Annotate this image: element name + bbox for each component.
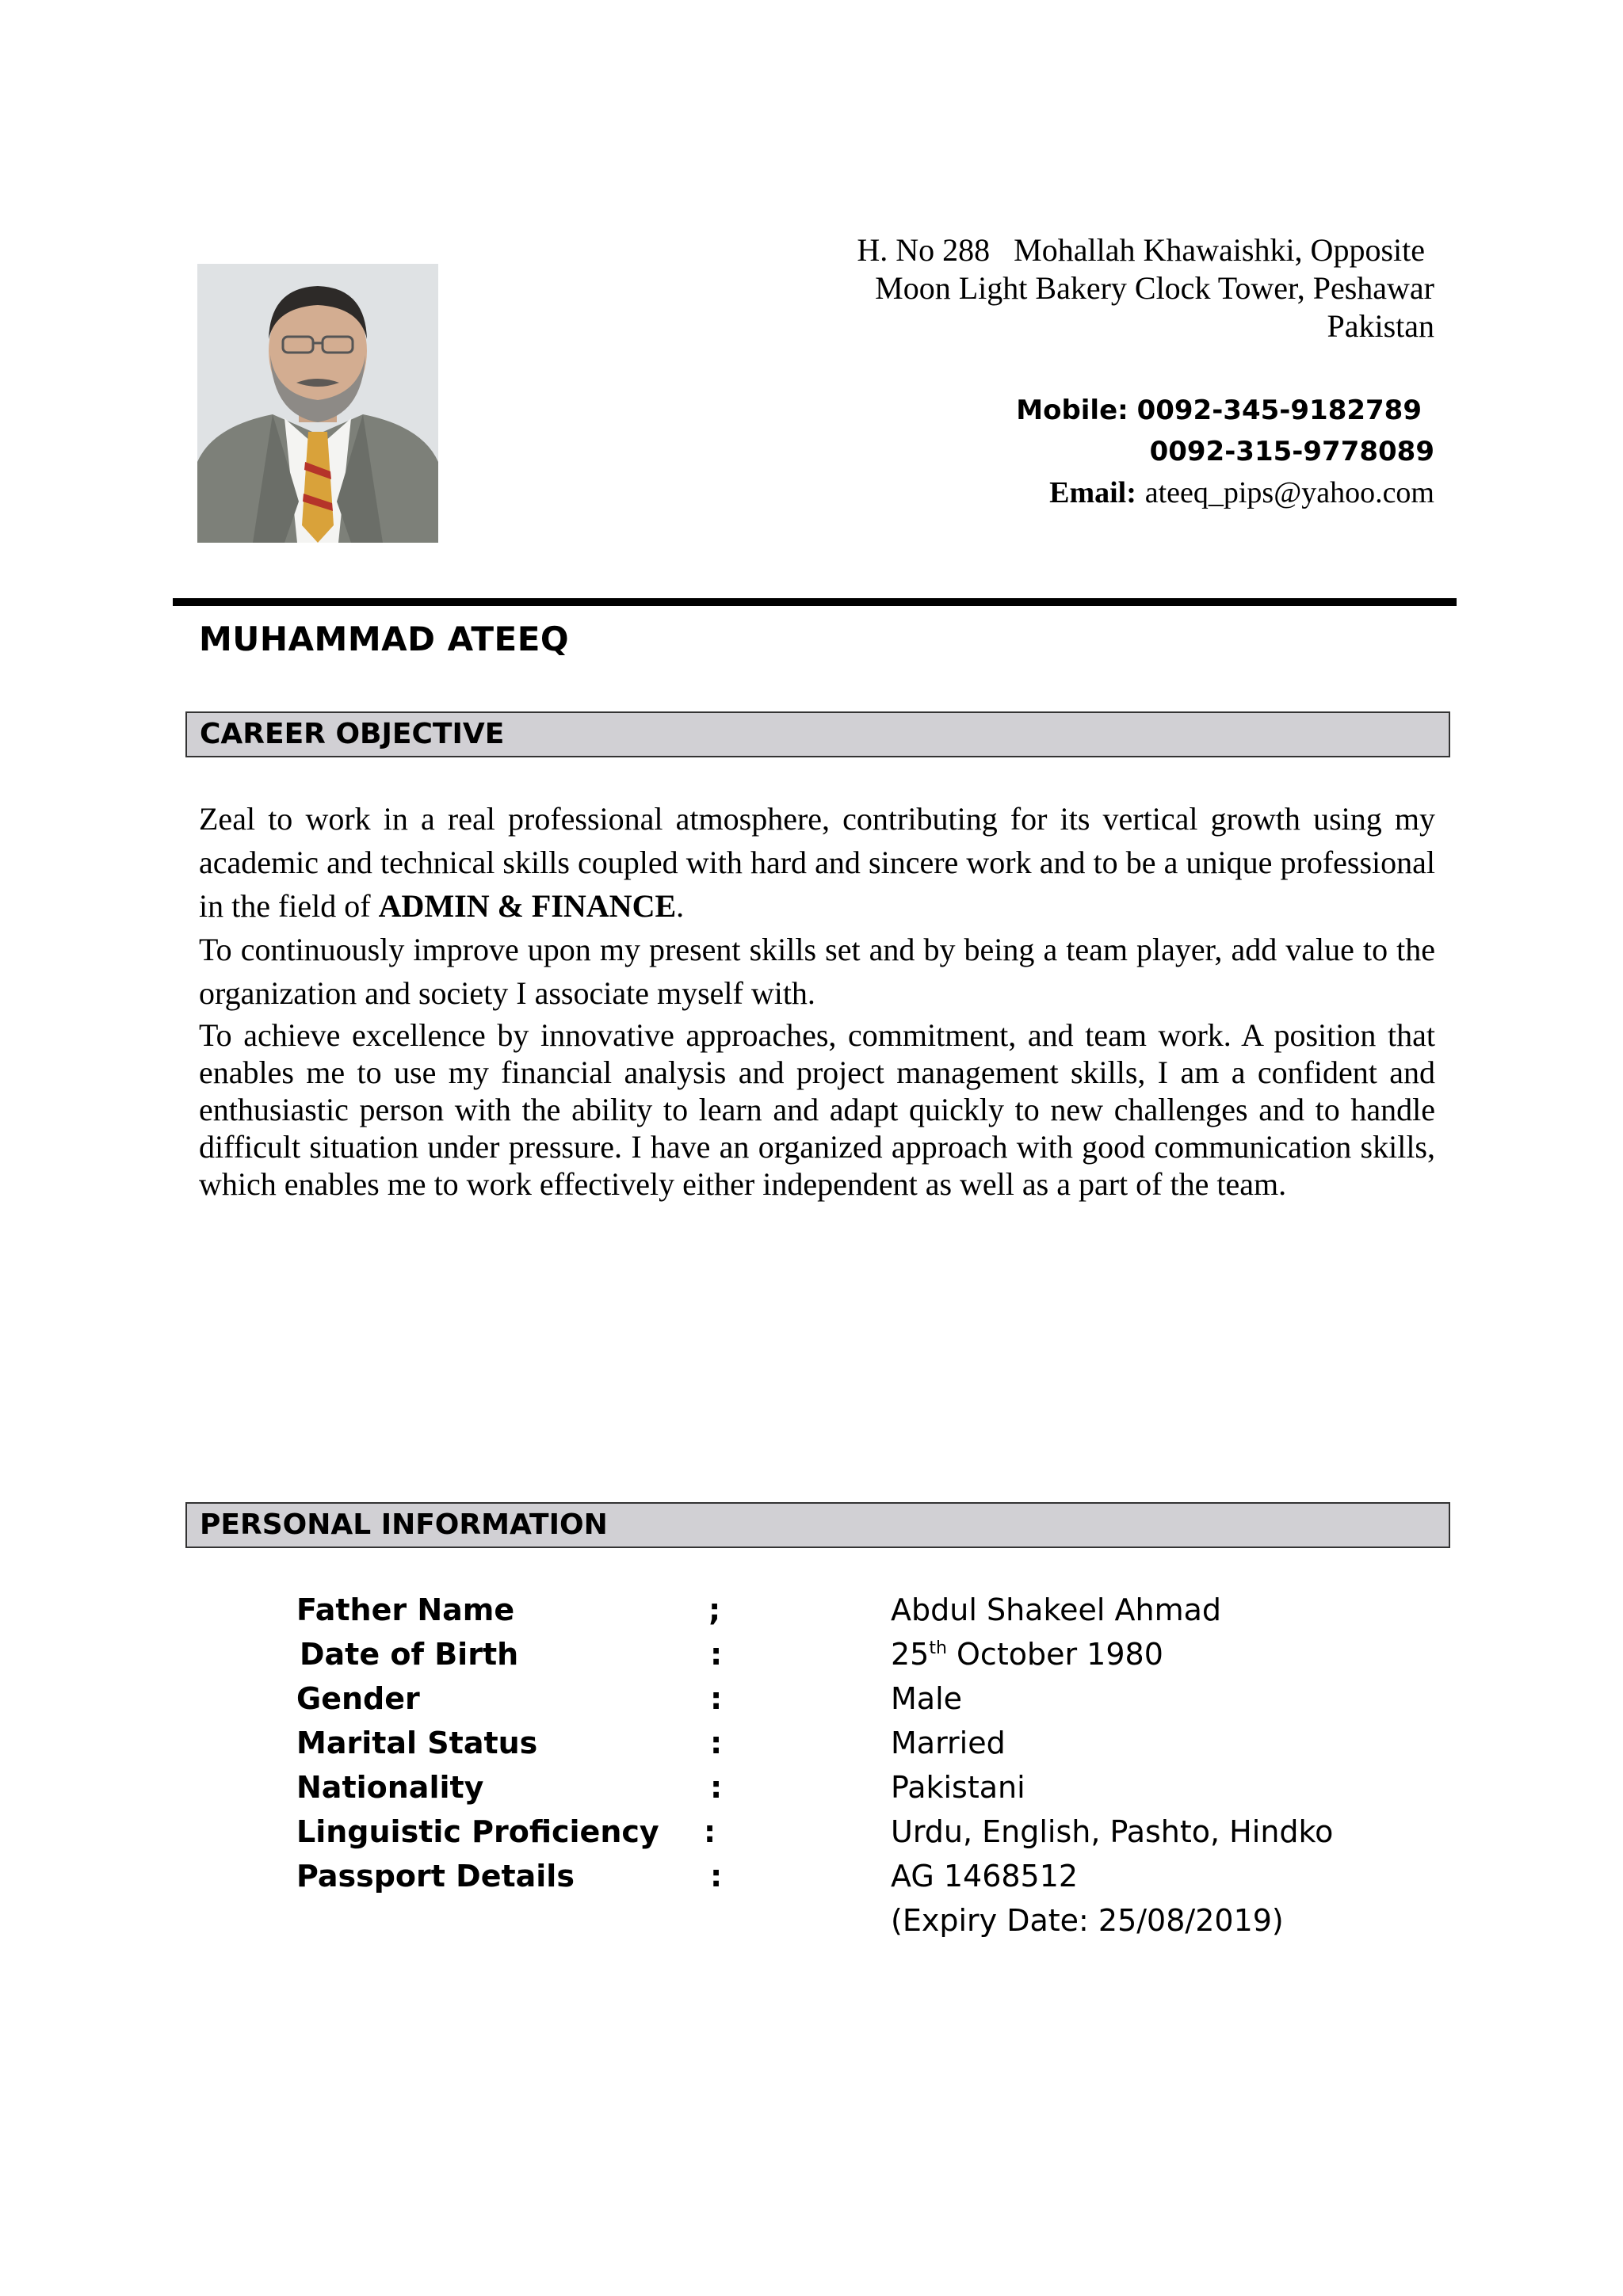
info-separator: : (710, 1859, 723, 1894)
info-label: Date of Birth (300, 1637, 519, 1672)
info-separator: : (704, 1814, 716, 1849)
career-objective-header (185, 711, 1450, 757)
info-value: Pakistani (891, 1770, 1025, 1805)
career-objective-title: CAREER OBJECTIVE (200, 718, 505, 750)
address-line-1: H. No 288 Mohallah Khawaishki, Opposite (857, 232, 1425, 268)
dob-ordinal: th (929, 1638, 947, 1658)
portrait-image (197, 264, 438, 543)
info-label: Nationality (296, 1770, 484, 1805)
info-label: Father Name (296, 1592, 515, 1627)
mobile-number-2: 0092-315-9778089 (1149, 436, 1434, 467)
objective-paragraph-2: To continuously improve upon my present skills set and by being a team player, add value to the organization and society I associate myself with. (199, 932, 1435, 1011)
info-separator: ; (708, 1592, 721, 1627)
personal-information-title: PERSONAL INFORMATION (200, 1508, 608, 1541)
email-row (721, 472, 1434, 514)
objective-paragraph-3: To achieve excellence by innovative approaches, commitment, and team work. A position that enables me to use my financial analysis and project management skills, I am a confident and enthusiastic person with the ability to learn and adapt quickly to new challenges and to handle difficult situation under pressure. I have an organized approach with good communication skills, which enables me to work effectively either independent as well as a part of the team. (199, 1017, 1435, 1202)
info-separator: : (710, 1681, 723, 1716)
personal-information-header (185, 1502, 1450, 1548)
info-value: Urdu, English, Pashto, Hindko (891, 1814, 1334, 1849)
info-value: (Expiry Date: 25/08/2019) (891, 1903, 1284, 1938)
info-separator: : (710, 1637, 723, 1672)
dob-day: 25 (891, 1637, 930, 1672)
info-value (891, 1637, 1163, 1672)
info-value: Married (891, 1726, 1006, 1760)
info-separator: : (710, 1726, 723, 1760)
contact-block (721, 390, 1434, 514)
mobile-row-2 (721, 431, 1434, 472)
info-value: Abdul Shakeel Ahmad (891, 1592, 1221, 1627)
info-label: Linguistic Proficiency (296, 1814, 659, 1849)
candidate-name: MUHAMMAD ATEEQ (199, 620, 570, 658)
address-block (721, 231, 1434, 345)
email-link[interactable]: ateeq_pips@yahoo.com (1144, 476, 1434, 509)
info-value: Male (891, 1681, 963, 1716)
info-label: Gender (296, 1681, 420, 1716)
objective-p1-bold: ADMIN & FINANCE (378, 888, 677, 924)
address-line-3: Pakistan (1327, 308, 1434, 344)
mobile-number-1: 0092-345-9182789 (1136, 395, 1422, 426)
dob-month-year: October 1980 (946, 1637, 1163, 1672)
info-label: Marital Status (296, 1726, 538, 1760)
objective-p1-end: . (676, 888, 685, 924)
objective-paragraph-1 (199, 797, 1435, 928)
career-objective-text (199, 797, 1435, 1203)
mobile-label: Mobile: (1016, 395, 1128, 426)
info-value: AG 1468512 (891, 1859, 1079, 1894)
profile-photo (197, 264, 438, 543)
info-label: Passport Details (296, 1859, 575, 1894)
objective-p1-text: Zeal to work in a real professional atmosphere, contributing for its vertical growth using my academic and technical skills coupled with hard and sincere work and to be a unique professional in the field of (199, 801, 1435, 924)
header-divider (173, 598, 1457, 606)
address-line-2: Moon Light Bakery Clock Tower, Peshawar (875, 270, 1434, 306)
mobile-row (721, 390, 1434, 431)
email-label: Email: (1049, 476, 1136, 509)
info-separator: : (710, 1770, 723, 1805)
